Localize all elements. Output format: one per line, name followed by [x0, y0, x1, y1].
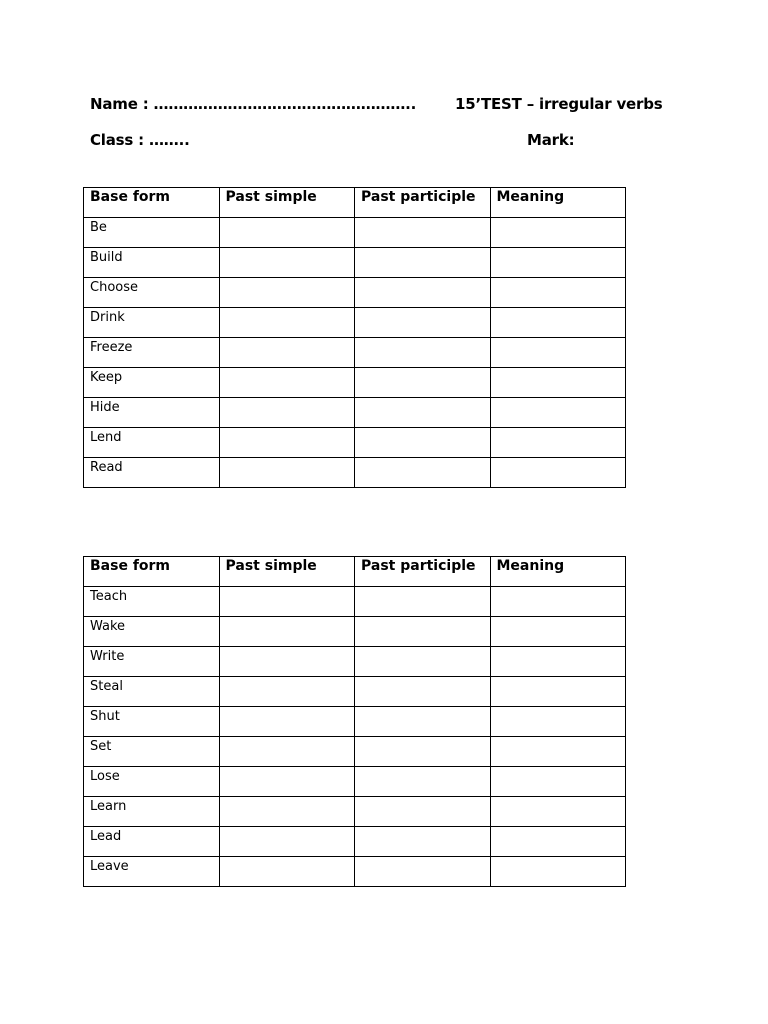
base-form-cell: Keep — [84, 368, 220, 398]
base-form-cell: Drink — [84, 308, 220, 338]
table-row — [84, 827, 626, 857]
past-participle-cell[interactable] — [355, 797, 491, 827]
column-header: Past participle — [355, 188, 491, 218]
column-header: Meaning — [490, 188, 626, 218]
column-header: Past participle — [355, 557, 491, 587]
past-participle-cell[interactable] — [355, 308, 491, 338]
table-row — [84, 737, 626, 767]
meaning-cell[interactable] — [490, 428, 626, 458]
meaning-cell[interactable] — [490, 707, 626, 737]
table-row — [84, 707, 626, 737]
past-participle-cell[interactable] — [355, 647, 491, 677]
past-participle-cell[interactable] — [355, 587, 491, 617]
meaning-cell[interactable] — [490, 308, 626, 338]
past-simple-cell[interactable] — [219, 308, 355, 338]
meaning-cell[interactable] — [490, 587, 626, 617]
past-simple-cell[interactable] — [219, 458, 355, 488]
past-simple-cell[interactable] — [219, 617, 355, 647]
past-participle-cell[interactable] — [355, 737, 491, 767]
base-form-cell: Teach — [84, 587, 220, 617]
past-simple-cell[interactable] — [219, 857, 355, 887]
past-simple-cell[interactable] — [219, 278, 355, 308]
past-participle-cell[interactable] — [355, 278, 491, 308]
column-header: Past simple — [219, 188, 355, 218]
meaning-cell[interactable] — [490, 338, 626, 368]
past-participle-cell[interactable] — [355, 827, 491, 857]
table-row — [84, 677, 626, 707]
table-row — [84, 368, 626, 398]
base-form-cell: Write — [84, 647, 220, 677]
past-participle-cell[interactable] — [355, 677, 491, 707]
past-simple-cell[interactable] — [219, 338, 355, 368]
past-simple-cell[interactable] — [219, 737, 355, 767]
past-simple-cell[interactable] — [219, 707, 355, 737]
base-form-cell: Shut — [84, 707, 220, 737]
past-participle-cell[interactable] — [355, 428, 491, 458]
table-row — [84, 218, 626, 248]
meaning-cell[interactable] — [490, 737, 626, 767]
verb-table-2 — [83, 556, 626, 887]
meaning-cell[interactable] — [490, 248, 626, 278]
name-line: Name : …………………………………………….. — [90, 95, 417, 113]
test-title: 15’TEST – irregular verbs — [455, 95, 663, 113]
class-line: Class : …….. — [90, 131, 190, 149]
verb-table-1 — [83, 187, 626, 488]
past-simple-cell[interactable] — [219, 428, 355, 458]
past-participle-cell[interactable] — [355, 338, 491, 368]
past-simple-cell[interactable] — [219, 677, 355, 707]
table-row — [84, 308, 626, 338]
past-participle-cell[interactable] — [355, 857, 491, 887]
base-form-cell: Freeze — [84, 338, 220, 368]
meaning-cell[interactable] — [490, 617, 626, 647]
past-participle-cell[interactable] — [355, 707, 491, 737]
column-header: Past simple — [219, 557, 355, 587]
base-form-cell: Steal — [84, 677, 220, 707]
base-form-cell: Hide — [84, 398, 220, 428]
table-row — [84, 248, 626, 278]
past-participle-cell[interactable] — [355, 248, 491, 278]
column-header: Base form — [84, 557, 220, 587]
meaning-cell[interactable] — [490, 368, 626, 398]
base-form-cell: Learn — [84, 797, 220, 827]
table-row — [84, 338, 626, 368]
base-form-cell: Set — [84, 737, 220, 767]
base-form-cell: Lend — [84, 428, 220, 458]
past-simple-cell[interactable] — [219, 398, 355, 428]
past-simple-cell[interactable] — [219, 368, 355, 398]
table-row — [84, 587, 626, 617]
table-row — [84, 278, 626, 308]
mark-label: Mark: — [527, 131, 575, 149]
column-header: Base form — [84, 188, 220, 218]
table-row — [84, 428, 626, 458]
past-participle-cell[interactable] — [355, 458, 491, 488]
table-header-row — [84, 188, 626, 218]
meaning-cell[interactable] — [490, 797, 626, 827]
past-simple-cell[interactable] — [219, 797, 355, 827]
past-simple-cell[interactable] — [219, 767, 355, 797]
table-row — [84, 857, 626, 887]
meaning-cell[interactable] — [490, 647, 626, 677]
past-participle-cell[interactable] — [355, 218, 491, 248]
base-form-cell: Lose — [84, 767, 220, 797]
meaning-cell[interactable] — [490, 857, 626, 887]
base-form-cell: Read — [84, 458, 220, 488]
table-row — [84, 398, 626, 428]
column-header: Meaning — [490, 557, 626, 587]
past-participle-cell[interactable] — [355, 368, 491, 398]
past-participle-cell[interactable] — [355, 617, 491, 647]
table-row — [84, 767, 626, 797]
table-row — [84, 458, 626, 488]
meaning-cell[interactable] — [490, 398, 626, 428]
meaning-cell[interactable] — [490, 677, 626, 707]
base-form-cell: Be — [84, 218, 220, 248]
base-form-cell: Wake — [84, 617, 220, 647]
past-simple-cell[interactable] — [219, 827, 355, 857]
meaning-cell[interactable] — [490, 218, 626, 248]
meaning-cell[interactable] — [490, 827, 626, 857]
meaning-cell[interactable] — [490, 278, 626, 308]
meaning-cell[interactable] — [490, 458, 626, 488]
past-simple-cell[interactable] — [219, 587, 355, 617]
table-row — [84, 797, 626, 827]
base-form-cell: Leave — [84, 857, 220, 887]
past-participle-cell[interactable] — [355, 767, 491, 797]
base-form-cell: Lead — [84, 827, 220, 857]
table-row — [84, 647, 626, 677]
base-form-cell: Choose — [84, 278, 220, 308]
meaning-cell[interactable] — [490, 767, 626, 797]
base-form-cell: Build — [84, 248, 220, 278]
past-simple-cell[interactable] — [219, 647, 355, 677]
past-simple-cell[interactable] — [219, 218, 355, 248]
past-simple-cell[interactable] — [219, 248, 355, 278]
past-participle-cell[interactable] — [355, 398, 491, 428]
table-header-row — [84, 557, 626, 587]
table-row — [84, 617, 626, 647]
